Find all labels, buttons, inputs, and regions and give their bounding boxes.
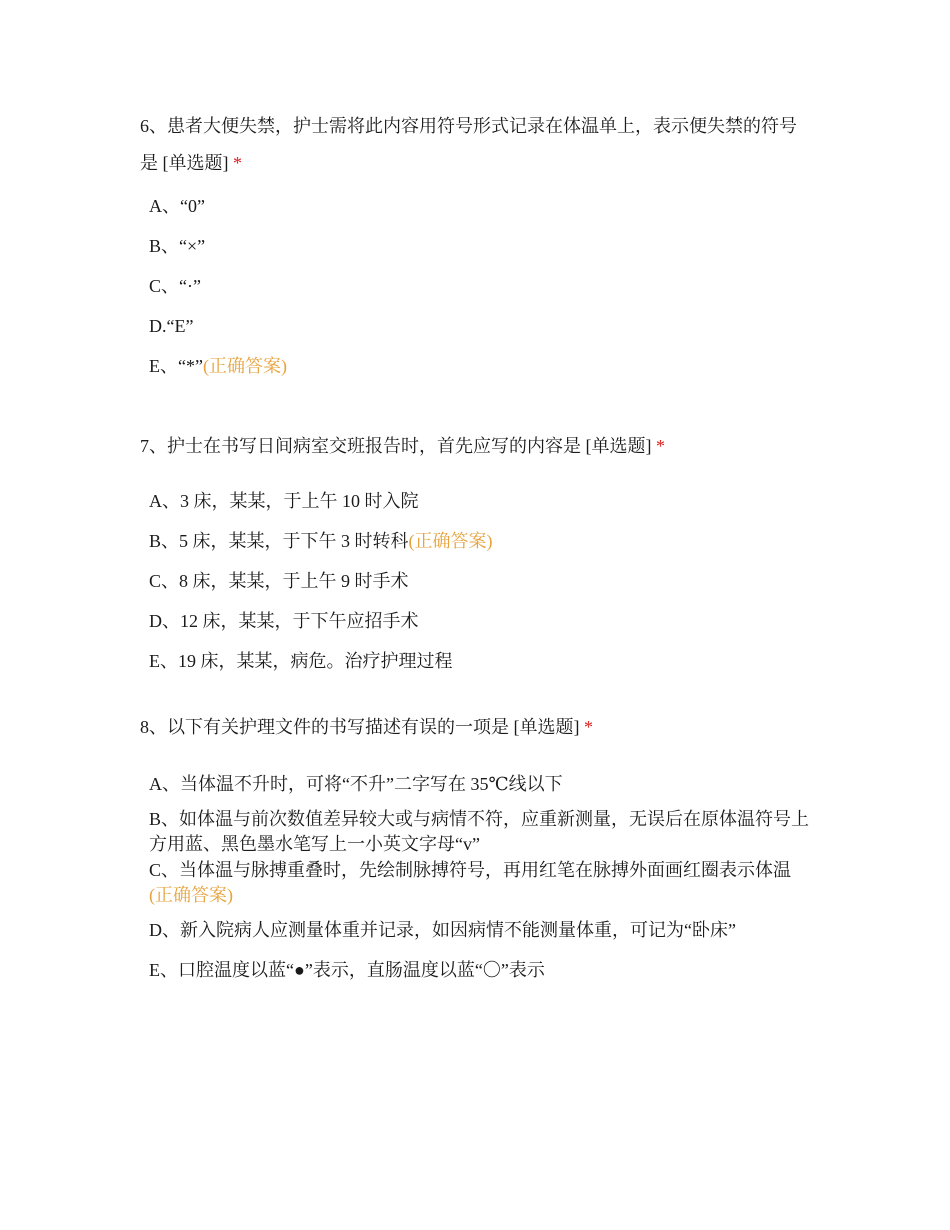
option-b[interactable] (149, 529, 810, 569)
question-title-text: 7、护士在书写日间病室交班报告时，首先应写的内容是 [单选题] (140, 436, 652, 456)
option-c[interactable] (149, 569, 810, 609)
correct-answer-label: (正确答案) (202, 356, 287, 376)
option-c[interactable] (149, 274, 810, 314)
option-a[interactable] (149, 194, 810, 234)
option-text: D.“E” (149, 316, 194, 336)
option-text: E、“*” (149, 356, 203, 376)
question-title (140, 709, 810, 746)
option-text: E、19 床，某某，病危。治疗护理过程 (149, 651, 453, 671)
option-a[interactable] (149, 772, 810, 797)
question-7 (140, 428, 810, 689)
question-title-text: 6、患者大便失禁，护士需将此内容用符号形式记录在体温单上，表示便失禁的符号是 [单选题] (140, 116, 797, 173)
option-text: A、3 床，某某，于上午 10 时入院 (149, 491, 419, 511)
option-e[interactable] (149, 958, 810, 983)
option-d[interactable] (149, 918, 810, 943)
question-title (140, 108, 810, 182)
option-text: B、5 床，某某，于下午 3 时转科 (149, 531, 409, 551)
required-asterisk: * (584, 717, 593, 737)
option-text: B、“×” (149, 236, 206, 256)
option-b[interactable] (149, 234, 810, 274)
option-text: E、口腔温度以蓝“●”表示，直肠温度以蓝“〇”表示 (149, 960, 545, 980)
option-d[interactable] (149, 609, 810, 649)
option-e[interactable] (149, 649, 810, 689)
option-a[interactable] (149, 489, 810, 529)
option-text: D、12 床，某某，于下午应招手术 (149, 611, 419, 631)
option-c[interactable] (149, 858, 810, 908)
option-text: C、当体温与脉搏重叠时，先绘制脉搏符号，再用红笔在脉搏外面画红圈表示体温 (149, 860, 792, 880)
option-e[interactable] (149, 354, 810, 394)
option-d[interactable] (149, 314, 810, 354)
options-list (140, 194, 810, 394)
correct-answer-label: (正确答案) (408, 531, 493, 551)
question-8 (140, 709, 810, 991)
question-title-text: 8、以下有关护理文件的书写描述有误的一项是 [单选题] (140, 717, 580, 737)
options-list (140, 772, 810, 983)
option-text: D、新入院病人应测量体重并记录，如因病情不能测量体重，可记为“卧床” (149, 920, 736, 940)
option-text: B、如体温与前次数值差异较大或与病情不符，应重新测量，无误后在原体温符号上方用蓝、黑色墨水笔写上一小英文字母“v” (149, 809, 810, 854)
required-asterisk: * (233, 153, 242, 173)
option-text: C、“·” (149, 276, 201, 296)
option-text: A、“0” (149, 196, 205, 216)
option-text: C、8 床，某某，于上午 9 时手术 (149, 571, 409, 591)
question-title (140, 428, 810, 465)
correct-answer-label: (正确答案) (149, 885, 233, 905)
required-asterisk: * (656, 436, 665, 456)
options-list (140, 489, 810, 689)
question-6 (140, 108, 810, 394)
option-text: A、当体温不升时，可将“不升”二字写在 35℃线以下 (149, 774, 563, 794)
option-b[interactable] (149, 807, 810, 857)
